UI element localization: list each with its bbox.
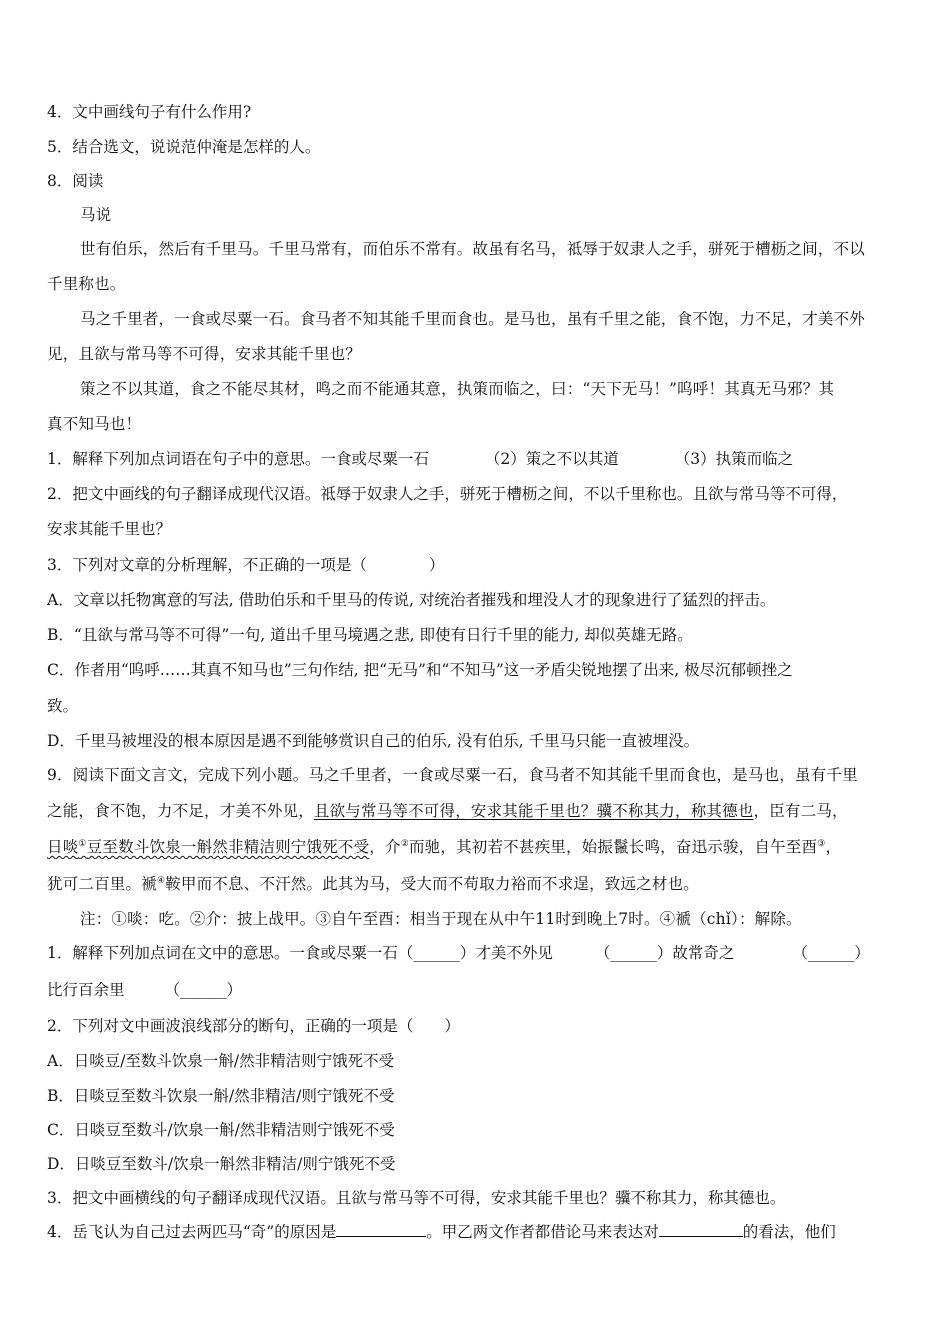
option-c-line-2: 致。 <box>47 697 79 715</box>
question-text: （______）故常奇之 <box>594 944 735 962</box>
question-9-3: 3．把文中画横线的句子翻译成现代汉语。且欲与常马等不可得，安求其能千里也？骥不称其力，称其德也。 <box>47 1189 786 1207</box>
passage-paragraph-2-line-2: 见，且欲与常马等不可得，安求其能千里也？ <box>47 345 362 363</box>
question-text: 4．岳飞认为自己过去两匹马“奇”的原因是 <box>47 1223 337 1241</box>
passage-text: 而驰，其初若不甚疾里，始振鬣长鸣，奋迅示骏，自午至酉 <box>408 838 818 856</box>
option-b: B．日啖豆至数斗饮泉一斛/然非精洁/则宁饿死不受 <box>47 1087 395 1105</box>
footnote: 注：①啖：吃。②介：披上战甲。③自午至酉：相当于现在从中午11时到晚上7时。④褫（chǐ）：解除。 <box>80 910 802 928</box>
question-8-2-line-2: 安求其能千里也？ <box>47 520 172 538</box>
passage-paragraph-1-line-1: 世有伯乐，然后有千里马。千里马常有，而伯乐不常有。故虽有名马，祗辱于奴隶人之手，骈死于槽枥之间，不以 <box>80 240 866 258</box>
footnote-marker: ④ <box>156 875 166 886</box>
question-9-passage-line-1: 9．阅读下面文言文，完成下列小题。马之千里者，一食或尽粟一石，食马者不知其能千里而食也，是马也，虽有千里 <box>47 766 858 784</box>
question-text: （______） <box>164 981 243 999</box>
option-c: C．日啖豆至数斗/饮泉一斛/然非精洁则宁饿死不受 <box>47 1121 395 1139</box>
question-9-passage-line-4 <box>47 872 906 896</box>
option-d: D．千里马被埋没的根本原因是遇不到能够赏识自己的伯乐, 没有伯乐, 千里马只能一直被埋没。 <box>47 732 700 750</box>
question-text: （______） <box>792 944 870 962</box>
question-9-passage-line-2 <box>47 799 906 823</box>
passage-paragraph-2-line-1: 马之千里者，一食或尽粟一石。食马者不知其能千里而食也。是马也，虽有千里之能，食不饱，力不足，才美不外 <box>80 310 866 328</box>
passage-text: ， <box>825 838 842 856</box>
wavy-text: 豆至数斗饮泉一斛然非精洁则宁饿死不受 <box>86 838 370 856</box>
answer-blank[interactable] <box>659 1220 743 1237</box>
question-9-1-line-1 <box>47 941 906 965</box>
passage-text: 鞍甲而不息、不汗然。此其为马，受大而不苟取力裕而不求逞，致远之材也。 <box>165 875 699 893</box>
question-9-1-line-2 <box>47 978 906 1002</box>
option-b: B．“且欲与常马等不可得”一句, 道出千里马境遇之悲, 即使有日行千里的能力, 却似英雄无路。 <box>47 626 693 644</box>
wavy-underlined-phrase <box>47 838 369 856</box>
passage-title: 马说 <box>80 206 112 224</box>
question-7-5: 5．结合选文，说说范仲淹是怎样的人。 <box>47 138 321 156</box>
option-c-line-1: C．作者用“呜呼……其真不知马也”三句作结, 把“无马”和“不知马”这一矛盾尖锐地摆了出来, 极尽沉郁顿挫之 <box>47 661 793 679</box>
question-text: 比行百余里 <box>47 981 125 999</box>
passage-paragraph-1-line-2: 千里称也。 <box>47 275 126 293</box>
question-8-heading: 8．阅读 <box>47 172 104 190</box>
question-9-4 <box>47 1220 906 1244</box>
question-text: 1．解释下列加点词在文中的意思。一食或尽粟一石（______）才美不外见 <box>47 944 553 962</box>
footnote-marker: ② <box>400 838 409 849</box>
question-8-1-item-3: （3）执策而临之 <box>674 450 794 468</box>
question-9-passage-line-3 <box>47 835 906 859</box>
passage-text: ，臣有二马， <box>753 802 848 820</box>
passage-text: 之能，食不饱，力不足，才美不外见， <box>47 802 314 820</box>
question-8-1-prefix: 1．解释下列加点词语在句子中的意思。一食或尽粟一石 <box>47 450 429 468</box>
question-8-1-item-2: （2）策之不以其道 <box>484 450 619 468</box>
option-a: A．文章以托物寓意的写法, 借助伯乐和千里马的传说, 对统治者摧残和埋没人才的现象进行了猛烈的抨击。 <box>47 591 776 609</box>
footnote-marker: ① <box>78 838 87 849</box>
question-8-2-line-1: 2．把文中画线的句子翻译成现代汉语。祗辱于奴隶人之手，骈死于槽枥之间，不以千里称也。且欲与常马等不可得， <box>47 485 848 503</box>
question-text: 。甲乙两文作者都借论马来表达对 <box>426 1223 659 1241</box>
passage-paragraph-3-line-1: 策之不以其道，食之不能尽其材，鸣之而不能通其意，执策而临之，曰：“天下无马！”呜呼！其真无马邪？其 <box>80 380 835 398</box>
option-d: D．日啖豆至数斗/饮泉一斛然非精洁/则宁饿死不受 <box>47 1155 396 1173</box>
passage-text: ，介 <box>369 838 401 856</box>
passage-text: 犹可二百里。褫 <box>47 875 157 893</box>
option-a: A．日啖豆/至数斗饮泉一斛/然非精洁则宁饿死不受 <box>47 1052 395 1070</box>
footnote-marker: ③ <box>817 838 826 849</box>
underlined-sentence: 且欲与常马等不可得，安求其能千里也？骥不称其力，称其德也 <box>313 802 754 820</box>
wavy-text: 日啖 <box>47 838 79 856</box>
question-7-4: 4．文中画线句子有什么作用? <box>47 103 252 121</box>
answer-blank[interactable] <box>336 1220 426 1237</box>
passage-paragraph-3-line-2: 真不知马也！ <box>47 415 142 433</box>
question-text: 的看法，他们 <box>742 1223 836 1241</box>
question-9-2: 2．下列对文中画波浪线部分的断句，正确的一项是（ ） <box>47 1017 460 1035</box>
question-8-1 <box>47 447 906 471</box>
question-8-3: 3．下列对文章的分析理解，不正确的一项是（ ） <box>47 556 445 574</box>
